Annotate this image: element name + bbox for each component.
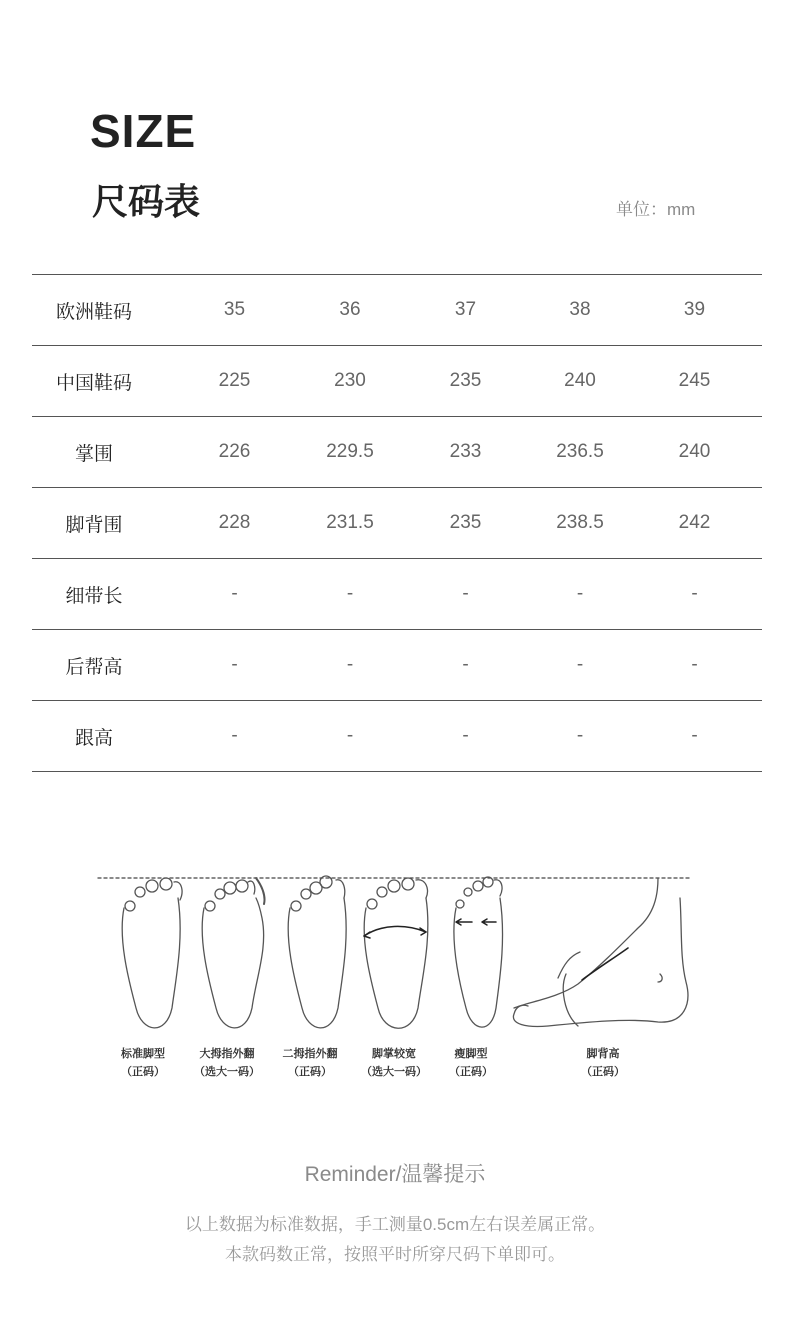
bunion-foot-icon: [202, 878, 264, 1028]
table-cell: 39: [683, 299, 706, 320]
table-cell: 240: [678, 441, 711, 462]
unit-label: 单位：mm: [616, 200, 696, 219]
table-cell: 240: [564, 370, 596, 391]
table-cell: 229.5: [326, 441, 374, 462]
row-label: 后帮高: [65, 656, 123, 678]
reminder-title: Reminder/温馨提示: [304, 1163, 486, 1186]
reminder-line-2: 本款码数正常，按照平时所穿尺码下单即可。: [225, 1245, 565, 1264]
foot-type-name: 大拇指外翻: [199, 1048, 255, 1060]
table-cell: -: [346, 654, 354, 675]
table-cell: -: [576, 654, 584, 675]
foot-type-name: 脚掌较宽: [372, 1048, 416, 1060]
table-row: [32, 559, 762, 630]
table-cell: 228: [218, 512, 251, 533]
table-cell: 35: [223, 299, 246, 320]
table-cell: 233: [449, 441, 482, 462]
foot-type-advice: （选大一码）: [361, 1066, 427, 1078]
foot-type-name: 脚背高: [586, 1048, 620, 1060]
table-row: [32, 488, 762, 559]
foot-type-illustration: [90, 860, 700, 1100]
table-row: [32, 701, 762, 772]
foot-type-name: 瘦脚型: [454, 1048, 488, 1060]
row-label: 中国鞋码: [55, 372, 132, 394]
foot-type-label-bunion: [182, 1045, 272, 1081]
foot-type-advice: （正码）: [121, 1066, 165, 1078]
table-cell: 36: [339, 299, 361, 320]
title-en: SIZE: [90, 105, 197, 157]
high-instep-foot-icon: [513, 878, 688, 1027]
foot-type-advice: （选大一码）: [194, 1066, 260, 1078]
foot-sketches: [90, 860, 700, 1040]
foot-type-label-standard: [98, 1045, 188, 1081]
foot-type-name: 二拇指外翻: [282, 1048, 338, 1060]
table-cell: 226: [218, 441, 251, 462]
table-cell: -: [691, 654, 698, 675]
table-cell: -: [462, 583, 469, 604]
title-cn: 尺码表: [92, 181, 201, 222]
table-cell: 238.5: [556, 512, 604, 533]
foot-type-advice: （正码）: [288, 1066, 332, 1078]
table-cell: 225: [218, 370, 251, 391]
table-row: [32, 346, 762, 417]
table-cell: 230: [334, 370, 366, 391]
table-cell: 38: [569, 299, 591, 320]
table-cell: -: [462, 654, 469, 675]
foot-type-name: 标准脚型: [121, 1048, 165, 1060]
table-cell: -: [576, 583, 584, 604]
row-label: 欧洲鞋码: [55, 301, 132, 323]
table-cell: 235: [449, 512, 482, 533]
table-cell: 236.5: [556, 441, 604, 462]
row-label: 跟高: [74, 727, 113, 749]
table-row: [32, 417, 762, 488]
table-cell: -: [462, 725, 469, 746]
row-label: 掌围: [74, 443, 113, 465]
foot-type-advice: （正码）: [449, 1066, 493, 1078]
foot-type-advice: （正码）: [581, 1066, 625, 1078]
table-cell: -: [231, 654, 238, 675]
table-cell: -: [576, 725, 584, 746]
slim-foot-icon: [454, 877, 503, 1027]
row-label: 脚背围: [65, 514, 123, 536]
table-cell: -: [231, 583, 238, 604]
foot-type-label-second-toe: [265, 1045, 355, 1081]
table-cell: -: [691, 583, 698, 604]
table-cell: 231.5: [326, 512, 374, 533]
foot-type-label-slim: [426, 1045, 516, 1081]
reminder-line-1: 以上数据为标准数据，手工测量0.5cm左右误差属正常。: [184, 1215, 606, 1234]
size-table: [32, 274, 762, 772]
wide-foot-icon: [364, 878, 428, 1028]
table-cell: 242: [678, 512, 711, 533]
standard-foot-icon: [122, 878, 182, 1028]
table-cell: -: [346, 583, 354, 604]
row-label: 细带长: [65, 585, 123, 607]
foot-type-label-high-instep: [558, 1045, 648, 1081]
table-row: [32, 630, 762, 701]
second-toe-foot-icon: [288, 876, 346, 1028]
table-row: [32, 275, 762, 346]
table-cell: 245: [678, 370, 711, 391]
table-cell: 235: [449, 370, 482, 391]
table-cell: -: [346, 725, 354, 746]
table-cell: 37: [454, 299, 477, 320]
table-cell: -: [691, 725, 698, 746]
table-cell: -: [231, 725, 238, 746]
